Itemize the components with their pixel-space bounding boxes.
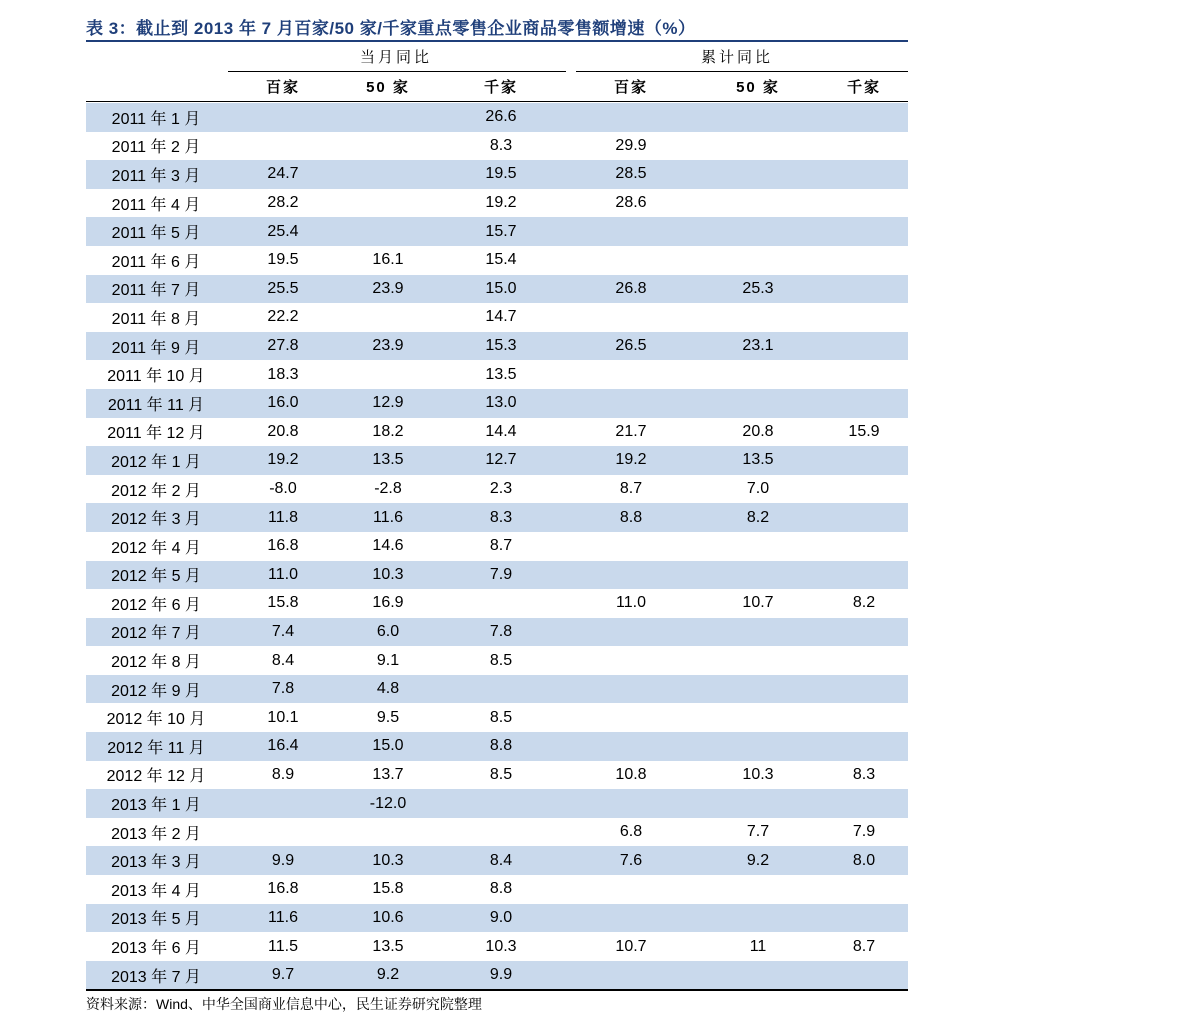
cell-value: 8.9	[271, 765, 295, 783]
row-month: 2012 年 9 月	[111, 682, 201, 700]
cell-value: 8.2	[852, 594, 876, 612]
col-header-cumulative-100: 百家	[613, 79, 648, 96]
cell-value: 13.7	[372, 765, 404, 783]
row-month: 2013 年 7 月	[111, 968, 201, 986]
table-row	[86, 103, 908, 132]
cell-value: 19.5	[485, 165, 517, 183]
cell-value: 9.9	[489, 966, 513, 984]
row-month: 2011 年 11 月	[107, 396, 205, 414]
table-row	[86, 303, 908, 332]
cell-value: 13.0	[485, 394, 517, 412]
cell-value: 23.9	[372, 279, 404, 297]
cell-value: 8.0	[852, 851, 876, 869]
cell-value: 9.9	[271, 851, 295, 869]
cell-value: 12.9	[372, 394, 404, 412]
cell-value: 19.2	[615, 451, 647, 469]
cell-value: 7.8	[271, 680, 295, 698]
cell-value: 27.8	[267, 337, 299, 355]
table-row	[86, 703, 908, 732]
cell-value: 11.0	[616, 594, 646, 612]
header-rule	[86, 101, 908, 102]
table-row	[86, 932, 908, 961]
cell-value: 9.0	[489, 908, 513, 926]
cell-value: 11.6	[373, 508, 403, 526]
cell-value: 8.8	[489, 737, 513, 755]
table-row	[86, 217, 908, 246]
row-month: 2012 年 4 月	[111, 539, 201, 557]
col-header-monthly-100: 百家	[265, 79, 300, 96]
cell-value: 18.2	[372, 422, 404, 440]
row-month: 2013 年 5 月	[111, 911, 201, 929]
table-row	[86, 761, 908, 790]
cell-value: 20.8	[267, 422, 299, 440]
row-month: 2012 年 2 月	[111, 482, 201, 500]
col-header-cumulative-1000: 千家	[846, 79, 881, 96]
cell-value: 10.1	[267, 708, 299, 726]
row-month: 2013 年 6 月	[111, 940, 201, 958]
table-row	[86, 961, 908, 990]
cell-value: 21.7	[615, 422, 647, 440]
cell-value: 14.7	[485, 308, 517, 326]
table-title: 表 3：截止到 2013 年 7 月百家/50 家/千家重点零售企业商品零售额增速（%）	[86, 19, 696, 38]
cell-value: 28.6	[615, 194, 647, 212]
cell-value: -12.0	[369, 794, 407, 812]
table-row	[86, 332, 908, 361]
row-month: 2012 年 5 月	[111, 568, 201, 586]
col-header-monthly-1000: 千家	[483, 79, 518, 96]
cell-value: 11.8	[268, 508, 298, 526]
cell-value: 23.1	[742, 337, 774, 355]
cell-value: 13.5	[372, 937, 404, 955]
cell-value: 9.7	[271, 966, 295, 984]
table-row	[86, 360, 908, 389]
cell-value: 8.4	[489, 851, 513, 869]
table-row	[86, 561, 908, 590]
cell-value: 11.0	[268, 565, 298, 583]
table-row	[86, 589, 908, 618]
cell-value: 9.1	[376, 651, 400, 669]
col-header-monthly-50: 50 家	[366, 79, 410, 96]
table-row	[86, 618, 908, 647]
row-month: 2012 年 1 月	[111, 453, 201, 471]
cell-value: 7.8	[489, 622, 513, 640]
table-row	[86, 389, 908, 418]
table-row	[86, 275, 908, 304]
row-month: 2011 年 7 月	[111, 282, 201, 300]
cell-value: 8.7	[619, 480, 643, 498]
cell-value: 15.0	[372, 737, 404, 755]
table-row	[86, 732, 908, 761]
cell-value: 12.7	[485, 451, 517, 469]
cell-value: 7.0	[746, 480, 770, 498]
row-month: 2011 年 6 月	[111, 253, 201, 271]
cell-value: 4.8	[376, 680, 400, 698]
cell-value: 25.5	[267, 279, 299, 297]
table-row	[86, 189, 908, 218]
group-header-monthly: 当月同比	[359, 49, 432, 66]
cell-value: 19.2	[267, 451, 299, 469]
cell-value: -8.0	[269, 480, 297, 498]
group-header-cumulative: 累计同比	[700, 49, 773, 66]
table-row	[86, 160, 908, 189]
table-row	[86, 532, 908, 561]
row-month: 2013 年 3 月	[111, 854, 201, 872]
cell-value: 10.3	[372, 851, 404, 869]
cell-value: 8.8	[489, 880, 513, 898]
table-row	[86, 475, 908, 504]
row-month: 2012 年 8 月	[111, 654, 201, 672]
cell-value: 28.2	[267, 194, 299, 212]
cell-value: 11.6	[268, 908, 298, 926]
cell-value: 15.9	[848, 422, 880, 440]
cell-value: 25.4	[267, 222, 299, 240]
cell-value: 8.3	[489, 508, 513, 526]
cell-value: 10.6	[372, 908, 404, 926]
bottom-rule	[86, 989, 908, 991]
cell-value: 7.7	[746, 823, 770, 841]
cell-value: 16.1	[372, 251, 404, 269]
cell-value: 13.5	[742, 451, 774, 469]
cell-value: 26.6	[485, 108, 517, 126]
cell-value: 24.7	[267, 165, 299, 183]
cell-value: 14.4	[485, 422, 517, 440]
cell-value: 26.8	[615, 279, 647, 297]
cell-value: 7.9	[489, 565, 513, 583]
cell-value: 29.9	[615, 136, 647, 154]
row-month: 2011 年 8 月	[111, 310, 201, 328]
cell-value: 10.3	[372, 565, 404, 583]
cell-value: 10.3	[485, 937, 517, 955]
row-month: 2012 年 6 月	[111, 596, 201, 614]
cell-value: 8.7	[489, 537, 513, 555]
cell-value: 6.0	[376, 622, 400, 640]
table-row	[86, 418, 908, 447]
cell-value: 10.3	[742, 765, 774, 783]
cell-value: 9.2	[376, 966, 400, 984]
row-month: 2011 年 4 月	[111, 196, 201, 214]
cell-value: 8.5	[489, 651, 513, 669]
cell-value: 10.7	[742, 594, 774, 612]
cell-value: 11.5	[268, 937, 298, 955]
row-month: 2011 年 1 月	[111, 110, 201, 128]
row-month: 2012 年 10 月	[106, 711, 206, 729]
title-rule	[86, 40, 908, 42]
row-month: 2012 年 11 月	[107, 739, 205, 757]
cell-value: 10.7	[615, 937, 647, 955]
cell-value: 8.5	[489, 708, 513, 726]
cell-value: 15.8	[372, 880, 404, 898]
group-rule-cumulative	[576, 71, 908, 72]
row-month: 2012 年 7 月	[111, 625, 201, 643]
cell-value: 11	[749, 937, 767, 955]
cell-value: 13.5	[372, 451, 404, 469]
cell-value: 26.5	[615, 337, 647, 355]
cell-value: 7.6	[619, 851, 643, 869]
cell-value: 22.2	[267, 308, 299, 326]
table-row	[86, 446, 908, 475]
cell-value: 6.8	[619, 823, 643, 841]
cell-value: 14.6	[372, 537, 404, 555]
source-note: 资料来源：Wind、中华全国商业信息中心，民生证券研究院整理	[86, 996, 482, 1012]
table-row	[86, 503, 908, 532]
cell-value: 25.3	[742, 279, 774, 297]
cell-value: 8.7	[852, 937, 876, 955]
row-month: 2011 年 9 月	[111, 339, 201, 357]
cell-value: 8.3	[489, 136, 513, 154]
table-row	[86, 246, 908, 275]
cell-value: 16.4	[267, 737, 299, 755]
table-row	[86, 875, 908, 904]
table-row	[86, 675, 908, 704]
cell-value: 16.9	[372, 594, 404, 612]
cell-value: 8.2	[746, 508, 770, 526]
row-month: 2011 年 12 月	[107, 425, 205, 443]
cell-value: 15.4	[485, 251, 517, 269]
row-month: 2013 年 2 月	[111, 825, 201, 843]
row-month: 2013 年 1 月	[111, 797, 201, 815]
cell-value: 9.2	[746, 851, 770, 869]
cell-value: 2.3	[489, 480, 513, 498]
cell-value: 15.0	[485, 279, 517, 297]
cell-value: 15.8	[267, 594, 299, 612]
cell-value: 9.5	[376, 708, 400, 726]
cell-value: 7.9	[852, 823, 876, 841]
cell-value: 20.8	[742, 422, 774, 440]
table-row	[86, 646, 908, 675]
cell-value: 28.5	[615, 165, 647, 183]
cell-value: 8.4	[271, 651, 295, 669]
table-row	[86, 789, 908, 818]
cell-value: 8.8	[619, 508, 643, 526]
group-rule-monthly	[228, 71, 566, 72]
row-month: 2011 年 10 月	[107, 368, 205, 386]
row-month: 2013 年 4 月	[111, 882, 201, 900]
row-month: 2012 年 3 月	[111, 511, 201, 529]
table-row	[86, 904, 908, 933]
table-row	[86, 132, 908, 161]
table-row	[86, 846, 908, 875]
cell-value: 8.5	[489, 765, 513, 783]
cell-value: -2.8	[374, 480, 402, 498]
row-month: 2011 年 5 月	[111, 225, 201, 243]
cell-value: 15.7	[485, 222, 517, 240]
table-body	[86, 103, 908, 989]
row-month: 2012 年 12 月	[106, 768, 206, 786]
cell-value: 10.8	[615, 765, 647, 783]
cell-value: 8.3	[852, 765, 876, 783]
cell-value: 16.8	[267, 537, 299, 555]
cell-value: 13.5	[485, 365, 517, 383]
row-month: 2011 年 3 月	[111, 167, 201, 185]
cell-value: 23.9	[372, 337, 404, 355]
cell-value: 7.4	[271, 622, 295, 640]
cell-value: 18.3	[267, 365, 299, 383]
cell-value: 19.5	[267, 251, 299, 269]
cell-value: 16.8	[267, 880, 299, 898]
col-header-cumulative-50: 50 家	[736, 79, 780, 96]
cell-value: 16.0	[267, 394, 299, 412]
table-row	[86, 818, 908, 847]
cell-value: 15.3	[485, 337, 517, 355]
cell-value: 19.2	[485, 194, 517, 212]
row-month: 2011 年 2 月	[111, 139, 201, 157]
